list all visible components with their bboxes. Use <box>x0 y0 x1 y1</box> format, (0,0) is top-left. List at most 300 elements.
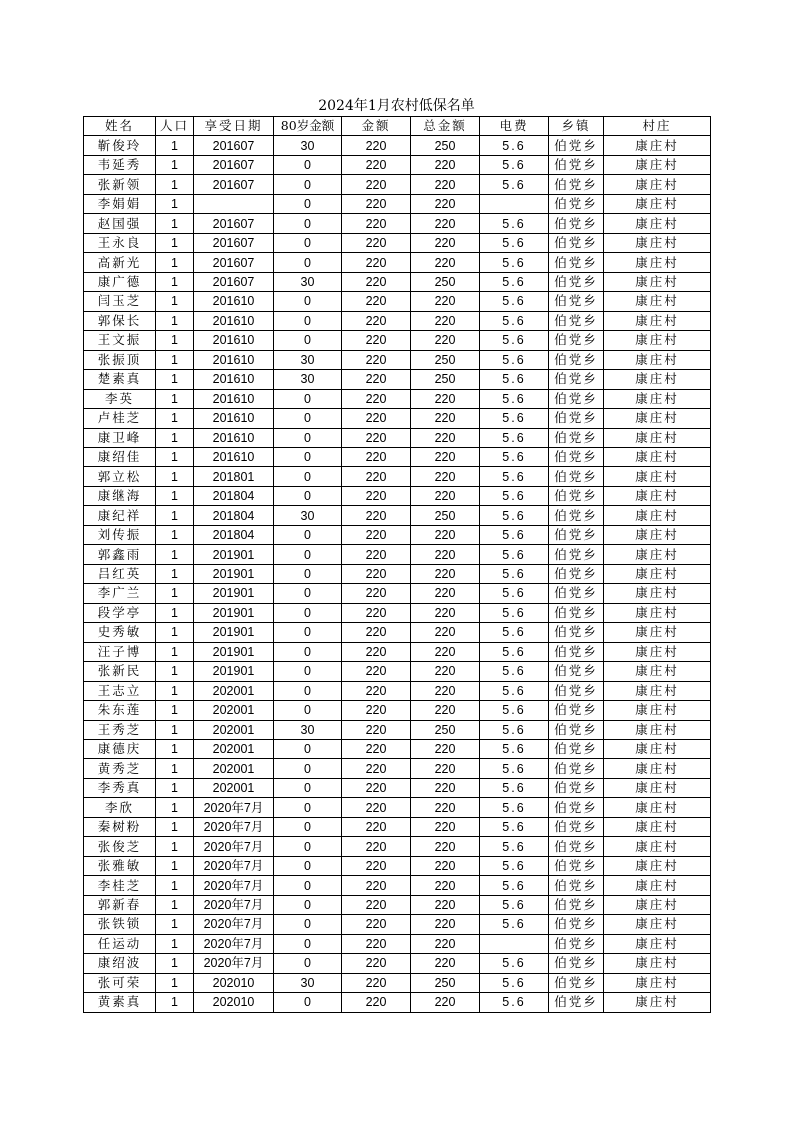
cell-village: 康庄村 <box>604 428 711 447</box>
cell-start-date: 201607 <box>194 155 274 174</box>
table-row <box>84 934 711 953</box>
cell-age80-amount: 0 <box>274 856 342 875</box>
cell-start-date: 201607 <box>194 233 274 252</box>
cell-age80-amount: 0 <box>274 409 342 428</box>
cell-name: 郭立松 <box>84 467 156 486</box>
cell-population: 1 <box>156 778 194 797</box>
cell-township: 伯党乡 <box>549 720 604 739</box>
cell-total-amount: 220 <box>411 214 480 233</box>
cell-total-amount: 220 <box>411 233 480 252</box>
cell-start-date: 201804 <box>194 486 274 505</box>
cell-electricity-fee: 5.6 <box>480 272 549 291</box>
cell-amount: 220 <box>342 662 411 681</box>
table-row <box>84 895 711 914</box>
cell-amount: 220 <box>342 331 411 350</box>
cell-age80-amount: 0 <box>274 292 342 311</box>
cell-population: 1 <box>156 467 194 486</box>
cell-age80-amount: 0 <box>274 428 342 447</box>
cell-age80-amount: 0 <box>274 642 342 661</box>
cell-total-amount: 220 <box>411 545 480 564</box>
cell-electricity-fee: 5.6 <box>480 856 549 875</box>
cell-township: 伯党乡 <box>549 934 604 953</box>
cell-electricity-fee: 5.6 <box>480 331 549 350</box>
cell-total-amount: 220 <box>411 759 480 778</box>
cell-amount: 220 <box>342 623 411 642</box>
cell-population: 1 <box>156 253 194 272</box>
cell-electricity-fee: 5.6 <box>480 895 549 914</box>
cell-township: 伯党乡 <box>549 856 604 875</box>
table-row <box>84 817 711 836</box>
cell-township: 伯党乡 <box>549 915 604 934</box>
cell-age80-amount: 30 <box>274 720 342 739</box>
cell-electricity-fee: 5.6 <box>480 506 549 525</box>
cell-population: 1 <box>156 817 194 836</box>
table-row <box>84 701 711 720</box>
cell-electricity-fee: 5.6 <box>480 525 549 544</box>
cell-amount: 220 <box>342 350 411 369</box>
cell-electricity-fee: 5.6 <box>480 233 549 252</box>
cell-total-amount: 220 <box>411 564 480 583</box>
cell-name: 张俊芝 <box>84 837 156 856</box>
cell-population: 1 <box>156 214 194 233</box>
cell-age80-amount: 0 <box>274 389 342 408</box>
cell-total-amount: 220 <box>411 447 480 466</box>
cell-electricity-fee: 5.6 <box>480 311 549 330</box>
cell-township: 伯党乡 <box>549 642 604 661</box>
cell-total-amount: 220 <box>411 155 480 174</box>
cell-name: 康绍佳 <box>84 447 156 466</box>
column-header-name: 姓名 <box>84 117 156 136</box>
cell-start-date: 201610 <box>194 447 274 466</box>
cell-total-amount: 220 <box>411 428 480 447</box>
cell-start-date: 201610 <box>194 331 274 350</box>
cell-age80-amount: 0 <box>274 934 342 953</box>
cell-total-amount: 220 <box>411 817 480 836</box>
cell-township: 伯党乡 <box>549 895 604 914</box>
cell-name: 刘传振 <box>84 525 156 544</box>
cell-electricity-fee: 5.6 <box>480 778 549 797</box>
cell-name: 王文振 <box>84 331 156 350</box>
cell-township: 伯党乡 <box>549 428 604 447</box>
cell-population: 1 <box>156 993 194 1012</box>
cell-total-amount: 250 <box>411 973 480 992</box>
table-row <box>84 545 711 564</box>
cell-amount: 220 <box>342 876 411 895</box>
cell-village: 康庄村 <box>604 954 711 973</box>
cell-amount: 220 <box>342 389 411 408</box>
table-row <box>84 993 711 1012</box>
table-row <box>84 467 711 486</box>
cell-amount: 220 <box>342 642 411 661</box>
cell-age80-amount: 0 <box>274 993 342 1012</box>
cell-amount: 220 <box>342 311 411 330</box>
cell-electricity-fee: 5.6 <box>480 603 549 622</box>
cell-start-date: 2020年7月 <box>194 798 274 817</box>
cell-name: 赵国强 <box>84 214 156 233</box>
cell-village: 康庄村 <box>604 292 711 311</box>
cell-population: 1 <box>156 506 194 525</box>
cell-age80-amount: 30 <box>274 370 342 389</box>
cell-population: 1 <box>156 701 194 720</box>
column-header-start-date: 享受日期 <box>194 117 274 136</box>
cell-total-amount: 220 <box>411 175 480 194</box>
cell-electricity-fee: 5.6 <box>480 681 549 700</box>
cell-name: 黄秀芝 <box>84 759 156 778</box>
cell-village: 康庄村 <box>604 895 711 914</box>
cell-amount: 220 <box>342 584 411 603</box>
cell-age80-amount: 0 <box>274 837 342 856</box>
cell-township: 伯党乡 <box>549 194 604 213</box>
cell-electricity-fee <box>480 194 549 213</box>
cell-population: 1 <box>156 486 194 505</box>
cell-township: 伯党乡 <box>549 389 604 408</box>
cell-population: 1 <box>156 350 194 369</box>
cell-amount: 220 <box>342 545 411 564</box>
cell-population: 1 <box>156 856 194 875</box>
cell-start-date: 2020年7月 <box>194 837 274 856</box>
cell-township: 伯党乡 <box>549 155 604 174</box>
cell-start-date: 201901 <box>194 623 274 642</box>
cell-township: 伯党乡 <box>549 253 604 272</box>
cell-total-amount: 220 <box>411 662 480 681</box>
cell-amount: 220 <box>342 759 411 778</box>
cell-total-amount: 220 <box>411 798 480 817</box>
cell-start-date: 2020年7月 <box>194 856 274 875</box>
cell-electricity-fee: 5.6 <box>480 292 549 311</box>
cell-village: 康庄村 <box>604 350 711 369</box>
cell-population: 1 <box>156 798 194 817</box>
cell-electricity-fee: 5.6 <box>480 993 549 1012</box>
cell-start-date: 201607 <box>194 175 274 194</box>
table-row <box>84 350 711 369</box>
cell-village: 康庄村 <box>604 214 711 233</box>
table-row <box>84 155 711 174</box>
cell-amount: 220 <box>342 467 411 486</box>
table-row <box>84 973 711 992</box>
cell-amount: 220 <box>342 915 411 934</box>
cell-electricity-fee: 5.6 <box>480 370 549 389</box>
cell-electricity-fee: 5.6 <box>480 662 549 681</box>
table-row <box>84 915 711 934</box>
cell-name: 李广兰 <box>84 584 156 603</box>
cell-village: 康庄村 <box>604 798 711 817</box>
cell-amount: 220 <box>342 701 411 720</box>
table-row <box>84 720 711 739</box>
cell-total-amount: 220 <box>411 603 480 622</box>
cell-start-date: 201804 <box>194 506 274 525</box>
cell-age80-amount: 0 <box>274 214 342 233</box>
cell-village: 康庄村 <box>604 370 711 389</box>
cell-age80-amount: 0 <box>274 915 342 934</box>
cell-electricity-fee: 5.6 <box>480 876 549 895</box>
table-row <box>84 623 711 642</box>
cell-amount: 220 <box>342 895 411 914</box>
table-row <box>84 740 711 759</box>
cell-name: 康继海 <box>84 486 156 505</box>
cell-population: 1 <box>156 837 194 856</box>
cell-start-date: 201607 <box>194 272 274 291</box>
cell-population: 1 <box>156 584 194 603</box>
cell-electricity-fee: 5.6 <box>480 389 549 408</box>
cell-village: 康庄村 <box>604 876 711 895</box>
cell-age80-amount: 0 <box>274 662 342 681</box>
cell-township: 伯党乡 <box>549 973 604 992</box>
cell-electricity-fee: 5.6 <box>480 954 549 973</box>
cell-amount: 220 <box>342 525 411 544</box>
cell-village: 康庄村 <box>604 136 711 155</box>
cell-total-amount: 220 <box>411 253 480 272</box>
cell-township: 伯党乡 <box>549 311 604 330</box>
cell-population: 1 <box>156 720 194 739</box>
cell-village: 康庄村 <box>604 915 711 934</box>
cell-township: 伯党乡 <box>549 467 604 486</box>
cell-village: 康庄村 <box>604 389 711 408</box>
table-row <box>84 272 711 291</box>
cell-age80-amount: 0 <box>274 681 342 700</box>
cell-age80-amount: 30 <box>274 350 342 369</box>
cell-village: 康庄村 <box>604 993 711 1012</box>
cell-start-date: 201901 <box>194 662 274 681</box>
cell-township: 伯党乡 <box>549 740 604 759</box>
welfare-roster-table <box>83 116 711 1013</box>
cell-start-date: 202001 <box>194 778 274 797</box>
cell-population: 1 <box>156 331 194 350</box>
cell-electricity-fee: 5.6 <box>480 214 549 233</box>
cell-total-amount: 220 <box>411 409 480 428</box>
cell-electricity-fee: 5.6 <box>480 136 549 155</box>
cell-total-amount: 220 <box>411 876 480 895</box>
cell-start-date: 201607 <box>194 136 274 155</box>
table-row <box>84 311 711 330</box>
cell-total-amount: 220 <box>411 642 480 661</box>
cell-age80-amount: 0 <box>274 895 342 914</box>
cell-name: 张新民 <box>84 662 156 681</box>
cell-age80-amount: 0 <box>274 876 342 895</box>
cell-total-amount: 220 <box>411 740 480 759</box>
cell-electricity-fee: 5.6 <box>480 564 549 583</box>
table-row <box>84 662 711 681</box>
cell-electricity-fee: 5.6 <box>480 545 549 564</box>
table-row <box>84 759 711 778</box>
cell-total-amount: 220 <box>411 837 480 856</box>
cell-township: 伯党乡 <box>549 506 604 525</box>
table-row <box>84 486 711 505</box>
cell-village: 康庄村 <box>604 486 711 505</box>
cell-name: 康卫峰 <box>84 428 156 447</box>
cell-start-date: 201901 <box>194 603 274 622</box>
cell-name: 靳俊玲 <box>84 136 156 155</box>
cell-village: 康庄村 <box>604 447 711 466</box>
cell-total-amount: 250 <box>411 350 480 369</box>
cell-name: 郭鑫雨 <box>84 545 156 564</box>
column-header-village: 村庄 <box>604 117 711 136</box>
cell-township: 伯党乡 <box>549 370 604 389</box>
table-row <box>84 194 711 213</box>
cell-electricity-fee: 5.6 <box>480 642 549 661</box>
cell-amount: 220 <box>342 409 411 428</box>
cell-electricity-fee: 5.6 <box>480 837 549 856</box>
cell-electricity-fee: 5.6 <box>480 253 549 272</box>
cell-population: 1 <box>156 973 194 992</box>
cell-population: 1 <box>156 895 194 914</box>
cell-total-amount: 220 <box>411 389 480 408</box>
cell-start-date: 201610 <box>194 311 274 330</box>
cell-name: 郭保长 <box>84 311 156 330</box>
cell-total-amount: 220 <box>411 993 480 1012</box>
cell-age80-amount: 0 <box>274 603 342 622</box>
cell-name: 张铁锁 <box>84 915 156 934</box>
cell-age80-amount: 30 <box>274 272 342 291</box>
table-row <box>84 175 711 194</box>
cell-village: 康庄村 <box>604 603 711 622</box>
cell-amount: 220 <box>342 681 411 700</box>
cell-amount: 220 <box>342 954 411 973</box>
cell-township: 伯党乡 <box>549 350 604 369</box>
table-row <box>84 292 711 311</box>
cell-amount: 220 <box>342 817 411 836</box>
cell-name: 卢桂芝 <box>84 409 156 428</box>
cell-township: 伯党乡 <box>549 409 604 428</box>
cell-village: 康庄村 <box>604 817 711 836</box>
cell-total-amount: 220 <box>411 701 480 720</box>
cell-total-amount: 250 <box>411 370 480 389</box>
table-row <box>84 214 711 233</box>
cell-township: 伯党乡 <box>549 272 604 291</box>
cell-start-date: 2020年7月 <box>194 876 274 895</box>
cell-population: 1 <box>156 642 194 661</box>
cell-township: 伯党乡 <box>549 525 604 544</box>
cell-amount: 220 <box>342 428 411 447</box>
cell-electricity-fee: 5.6 <box>480 447 549 466</box>
cell-electricity-fee: 5.6 <box>480 584 549 603</box>
cell-village: 康庄村 <box>604 525 711 544</box>
cell-village: 康庄村 <box>604 934 711 953</box>
cell-electricity-fee: 5.6 <box>480 817 549 836</box>
cell-amount: 220 <box>342 837 411 856</box>
cell-total-amount: 250 <box>411 272 480 291</box>
table-row <box>84 603 711 622</box>
cell-start-date: 201607 <box>194 214 274 233</box>
cell-township: 伯党乡 <box>549 447 604 466</box>
cell-age80-amount: 0 <box>274 564 342 583</box>
cell-township: 伯党乡 <box>549 681 604 700</box>
table-row <box>84 136 711 155</box>
cell-electricity-fee: 5.6 <box>480 175 549 194</box>
cell-start-date: 202010 <box>194 973 274 992</box>
cell-total-amount: 250 <box>411 136 480 155</box>
cell-start-date: 202001 <box>194 701 274 720</box>
cell-name: 王永良 <box>84 233 156 252</box>
cell-start-date: 201901 <box>194 545 274 564</box>
cell-name: 张可荣 <box>84 973 156 992</box>
cell-village: 康庄村 <box>604 311 711 330</box>
cell-village: 康庄村 <box>604 623 711 642</box>
cell-amount: 220 <box>342 486 411 505</box>
cell-name: 段学亭 <box>84 603 156 622</box>
cell-total-amount: 220 <box>411 954 480 973</box>
cell-population: 1 <box>156 155 194 174</box>
cell-amount: 220 <box>342 214 411 233</box>
cell-village: 康庄村 <box>604 155 711 174</box>
cell-start-date: 201610 <box>194 389 274 408</box>
cell-age80-amount: 0 <box>274 194 342 213</box>
table-row <box>84 447 711 466</box>
cell-population: 1 <box>156 409 194 428</box>
cell-village: 康庄村 <box>604 175 711 194</box>
cell-start-date: 201901 <box>194 584 274 603</box>
cell-age80-amount: 0 <box>274 798 342 817</box>
cell-population: 1 <box>156 759 194 778</box>
cell-population: 1 <box>156 194 194 213</box>
cell-total-amount: 220 <box>411 681 480 700</box>
cell-electricity-fee: 5.6 <box>480 467 549 486</box>
cell-electricity-fee: 5.6 <box>480 759 549 778</box>
cell-electricity-fee: 5.6 <box>480 409 549 428</box>
cell-village: 康庄村 <box>604 331 711 350</box>
cell-electricity-fee: 5.6 <box>480 798 549 817</box>
cell-population: 1 <box>156 447 194 466</box>
cell-amount: 220 <box>342 740 411 759</box>
cell-total-amount: 250 <box>411 506 480 525</box>
cell-start-date: 2020年7月 <box>194 915 274 934</box>
cell-electricity-fee: 5.6 <box>480 973 549 992</box>
cell-amount: 220 <box>342 973 411 992</box>
cell-village: 康庄村 <box>604 740 711 759</box>
cell-age80-amount: 0 <box>274 447 342 466</box>
column-header-amount: 金额 <box>342 117 411 136</box>
cell-village: 康庄村 <box>604 662 711 681</box>
cell-village: 康庄村 <box>604 681 711 700</box>
cell-age80-amount: 0 <box>274 778 342 797</box>
cell-amount: 220 <box>342 934 411 953</box>
cell-village: 康庄村 <box>604 856 711 875</box>
cell-township: 伯党乡 <box>549 233 604 252</box>
cell-township: 伯党乡 <box>549 798 604 817</box>
cell-name: 康纪祥 <box>84 506 156 525</box>
cell-population: 1 <box>156 292 194 311</box>
cell-population: 1 <box>156 428 194 447</box>
cell-village: 康庄村 <box>604 564 711 583</box>
cell-township: 伯党乡 <box>549 623 604 642</box>
cell-start-date: 202001 <box>194 740 274 759</box>
table-body <box>84 136 711 1012</box>
cell-amount: 220 <box>342 778 411 797</box>
cell-age80-amount: 0 <box>274 311 342 330</box>
cell-township: 伯党乡 <box>549 817 604 836</box>
cell-start-date: 2020年7月 <box>194 895 274 914</box>
table-row <box>84 798 711 817</box>
cell-electricity-fee: 5.6 <box>480 350 549 369</box>
table-row <box>84 409 711 428</box>
cell-age80-amount: 0 <box>274 759 342 778</box>
cell-village: 康庄村 <box>604 272 711 291</box>
cell-name: 郭新春 <box>84 895 156 914</box>
cell-township: 伯党乡 <box>549 837 604 856</box>
cell-township: 伯党乡 <box>549 603 604 622</box>
cell-population: 1 <box>156 740 194 759</box>
cell-name: 吕红英 <box>84 564 156 583</box>
cell-village: 康庄村 <box>604 701 711 720</box>
cell-start-date: 201610 <box>194 428 274 447</box>
cell-total-amount: 220 <box>411 915 480 934</box>
cell-village: 康庄村 <box>604 253 711 272</box>
cell-total-amount: 220 <box>411 311 480 330</box>
cell-name: 康绍波 <box>84 954 156 973</box>
cell-name: 李秀真 <box>84 778 156 797</box>
cell-start-date: 201901 <box>194 642 274 661</box>
cell-total-amount: 220 <box>411 584 480 603</box>
cell-amount: 220 <box>342 720 411 739</box>
